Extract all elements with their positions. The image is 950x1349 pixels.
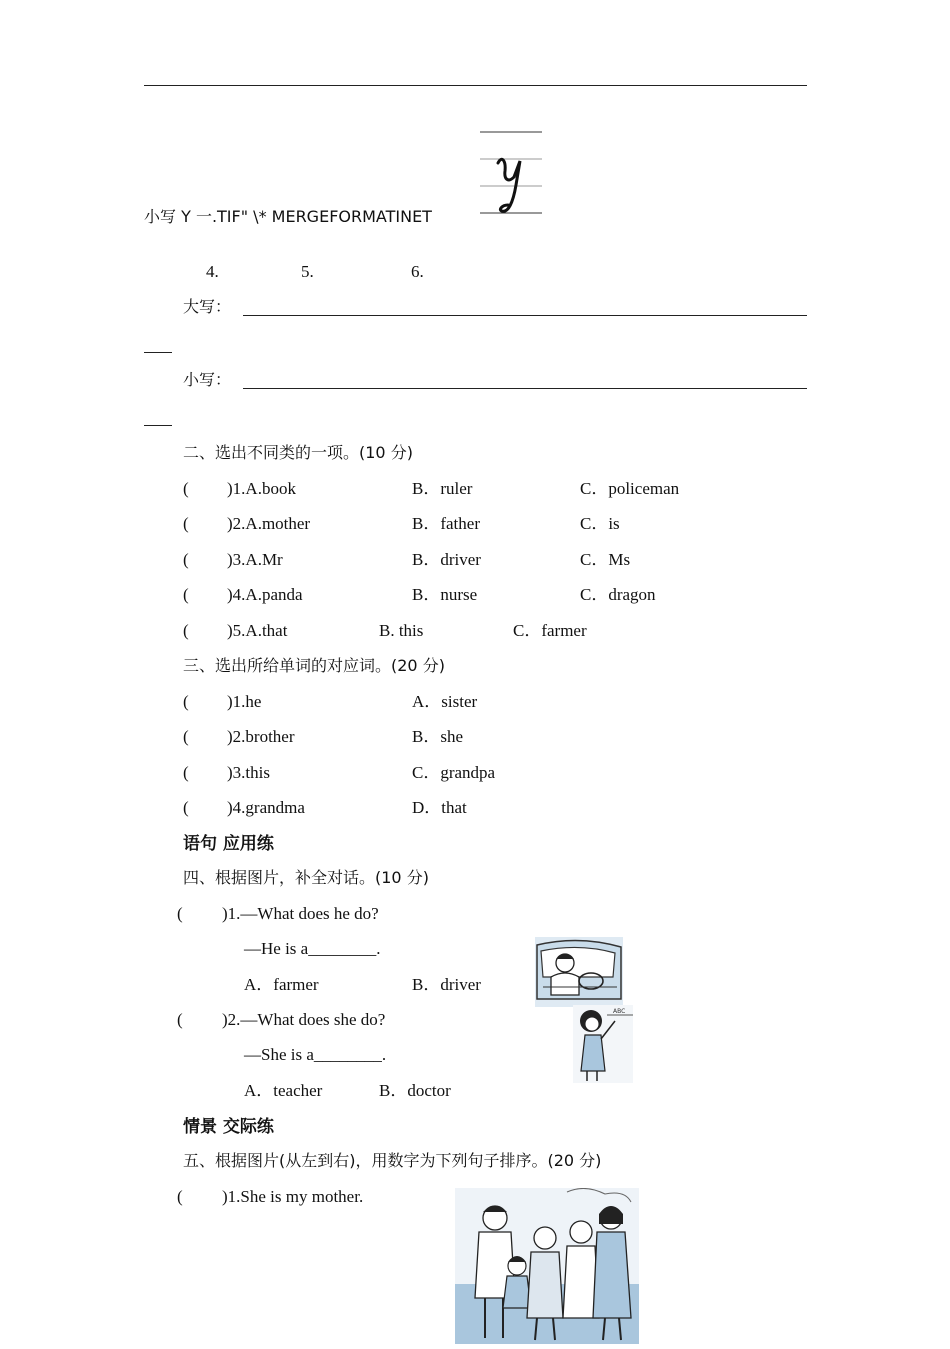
- answer-text: —She is a________.: [244, 1045, 387, 1064]
- option-a: A．teacher: [244, 1081, 323, 1100]
- option-c: C．dragon: [580, 585, 656, 604]
- section5-title: 五、根据图片(从左到右)，用数字为下列句子排序。(20 分): [183, 1151, 602, 1170]
- answer-paren[interactable]: (: [177, 1010, 183, 1029]
- answer-paren[interactable]: (: [183, 479, 189, 498]
- tif-caption: 小写 Y 一.TIF" \* MERGEFORMATINET: [144, 207, 432, 226]
- lower-write-line-cont[interactable]: [144, 425, 172, 426]
- question-option-a: )2.A.mother: [227, 514, 311, 533]
- question-word: )3.this: [227, 763, 270, 782]
- handwriting-y-figure: [480, 125, 542, 220]
- upper-write-line[interactable]: [243, 315, 807, 316]
- question-option-a: )1.A.book: [227, 479, 296, 498]
- question-word: )1.he: [227, 692, 262, 711]
- option-b: B．nurse: [412, 585, 478, 604]
- heading-situation-practice: 情景 交际练: [183, 1117, 274, 1137]
- sentence-text: )1.She is my mother.: [222, 1187, 364, 1206]
- answer-paren[interactable]: (: [183, 514, 189, 533]
- option-c: C．Ms: [580, 550, 631, 569]
- option-a: A．farmer: [244, 975, 319, 994]
- lower-label: 小写：: [183, 370, 232, 389]
- question-word: )4.grandma: [227, 798, 305, 817]
- option-b: B. this: [379, 621, 424, 640]
- teacher-illustration: [573, 1005, 633, 1083]
- option-b: B．driver: [412, 975, 481, 994]
- answer-paren[interactable]: (: [183, 798, 189, 817]
- option: B．she: [412, 727, 463, 746]
- answer-text: —He is a________.: [244, 939, 381, 958]
- option: C．grandpa: [412, 763, 496, 782]
- family-illustration: [455, 1188, 639, 1344]
- answer-paren[interactable]: (: [183, 621, 189, 640]
- option-b: B．ruler: [412, 479, 473, 498]
- question-option-a: )5.A.that: [227, 621, 288, 640]
- heading-sentence-practice: 语句 应用练: [183, 834, 274, 854]
- lower-write-line[interactable]: [243, 388, 807, 389]
- question-word: )2.brother: [227, 727, 295, 746]
- option: D．that: [412, 798, 467, 817]
- answer-paren[interactable]: (: [177, 904, 183, 923]
- question-text: )1.—What does he do?: [222, 904, 379, 923]
- answer-paren[interactable]: (: [183, 585, 189, 604]
- section4-title: 四、根据图片，补全对话。(10 分): [183, 868, 429, 887]
- number-6: 6.: [411, 262, 424, 281]
- question-text: )2.—What does she do?: [222, 1010, 386, 1029]
- option-c: C．policeman: [580, 479, 680, 498]
- option: A．sister: [412, 692, 478, 711]
- upper-write-line-cont[interactable]: [144, 352, 172, 353]
- section3-title: 三、选出所给单词的对应词。(20 分): [183, 656, 445, 675]
- number-5: 5.: [301, 262, 314, 281]
- question-option-a: )4.A.panda: [227, 585, 303, 604]
- option-b: B．doctor: [379, 1081, 451, 1100]
- option-c: C．farmer: [513, 621, 587, 640]
- answer-paren[interactable]: (: [183, 550, 189, 569]
- upper-label: 大写：: [183, 297, 232, 316]
- answer-paren[interactable]: (: [183, 692, 189, 711]
- driver-illustration: [535, 937, 623, 1007]
- number-4: 4.: [206, 262, 219, 281]
- answer-paren[interactable]: (: [183, 763, 189, 782]
- option-c: C．is: [580, 514, 620, 533]
- answer-paren[interactable]: (: [183, 727, 189, 746]
- option-b: B．driver: [412, 550, 481, 569]
- section2-title: 二、选出不同类的一项。(10 分): [183, 443, 413, 462]
- question-option-a: )3.A.Mr: [227, 550, 283, 569]
- svg-text:ABC: ABC: [613, 1008, 626, 1015]
- option-b: B．father: [412, 514, 480, 533]
- answer-paren[interactable]: (: [177, 1187, 183, 1206]
- header-rule: [144, 85, 807, 86]
